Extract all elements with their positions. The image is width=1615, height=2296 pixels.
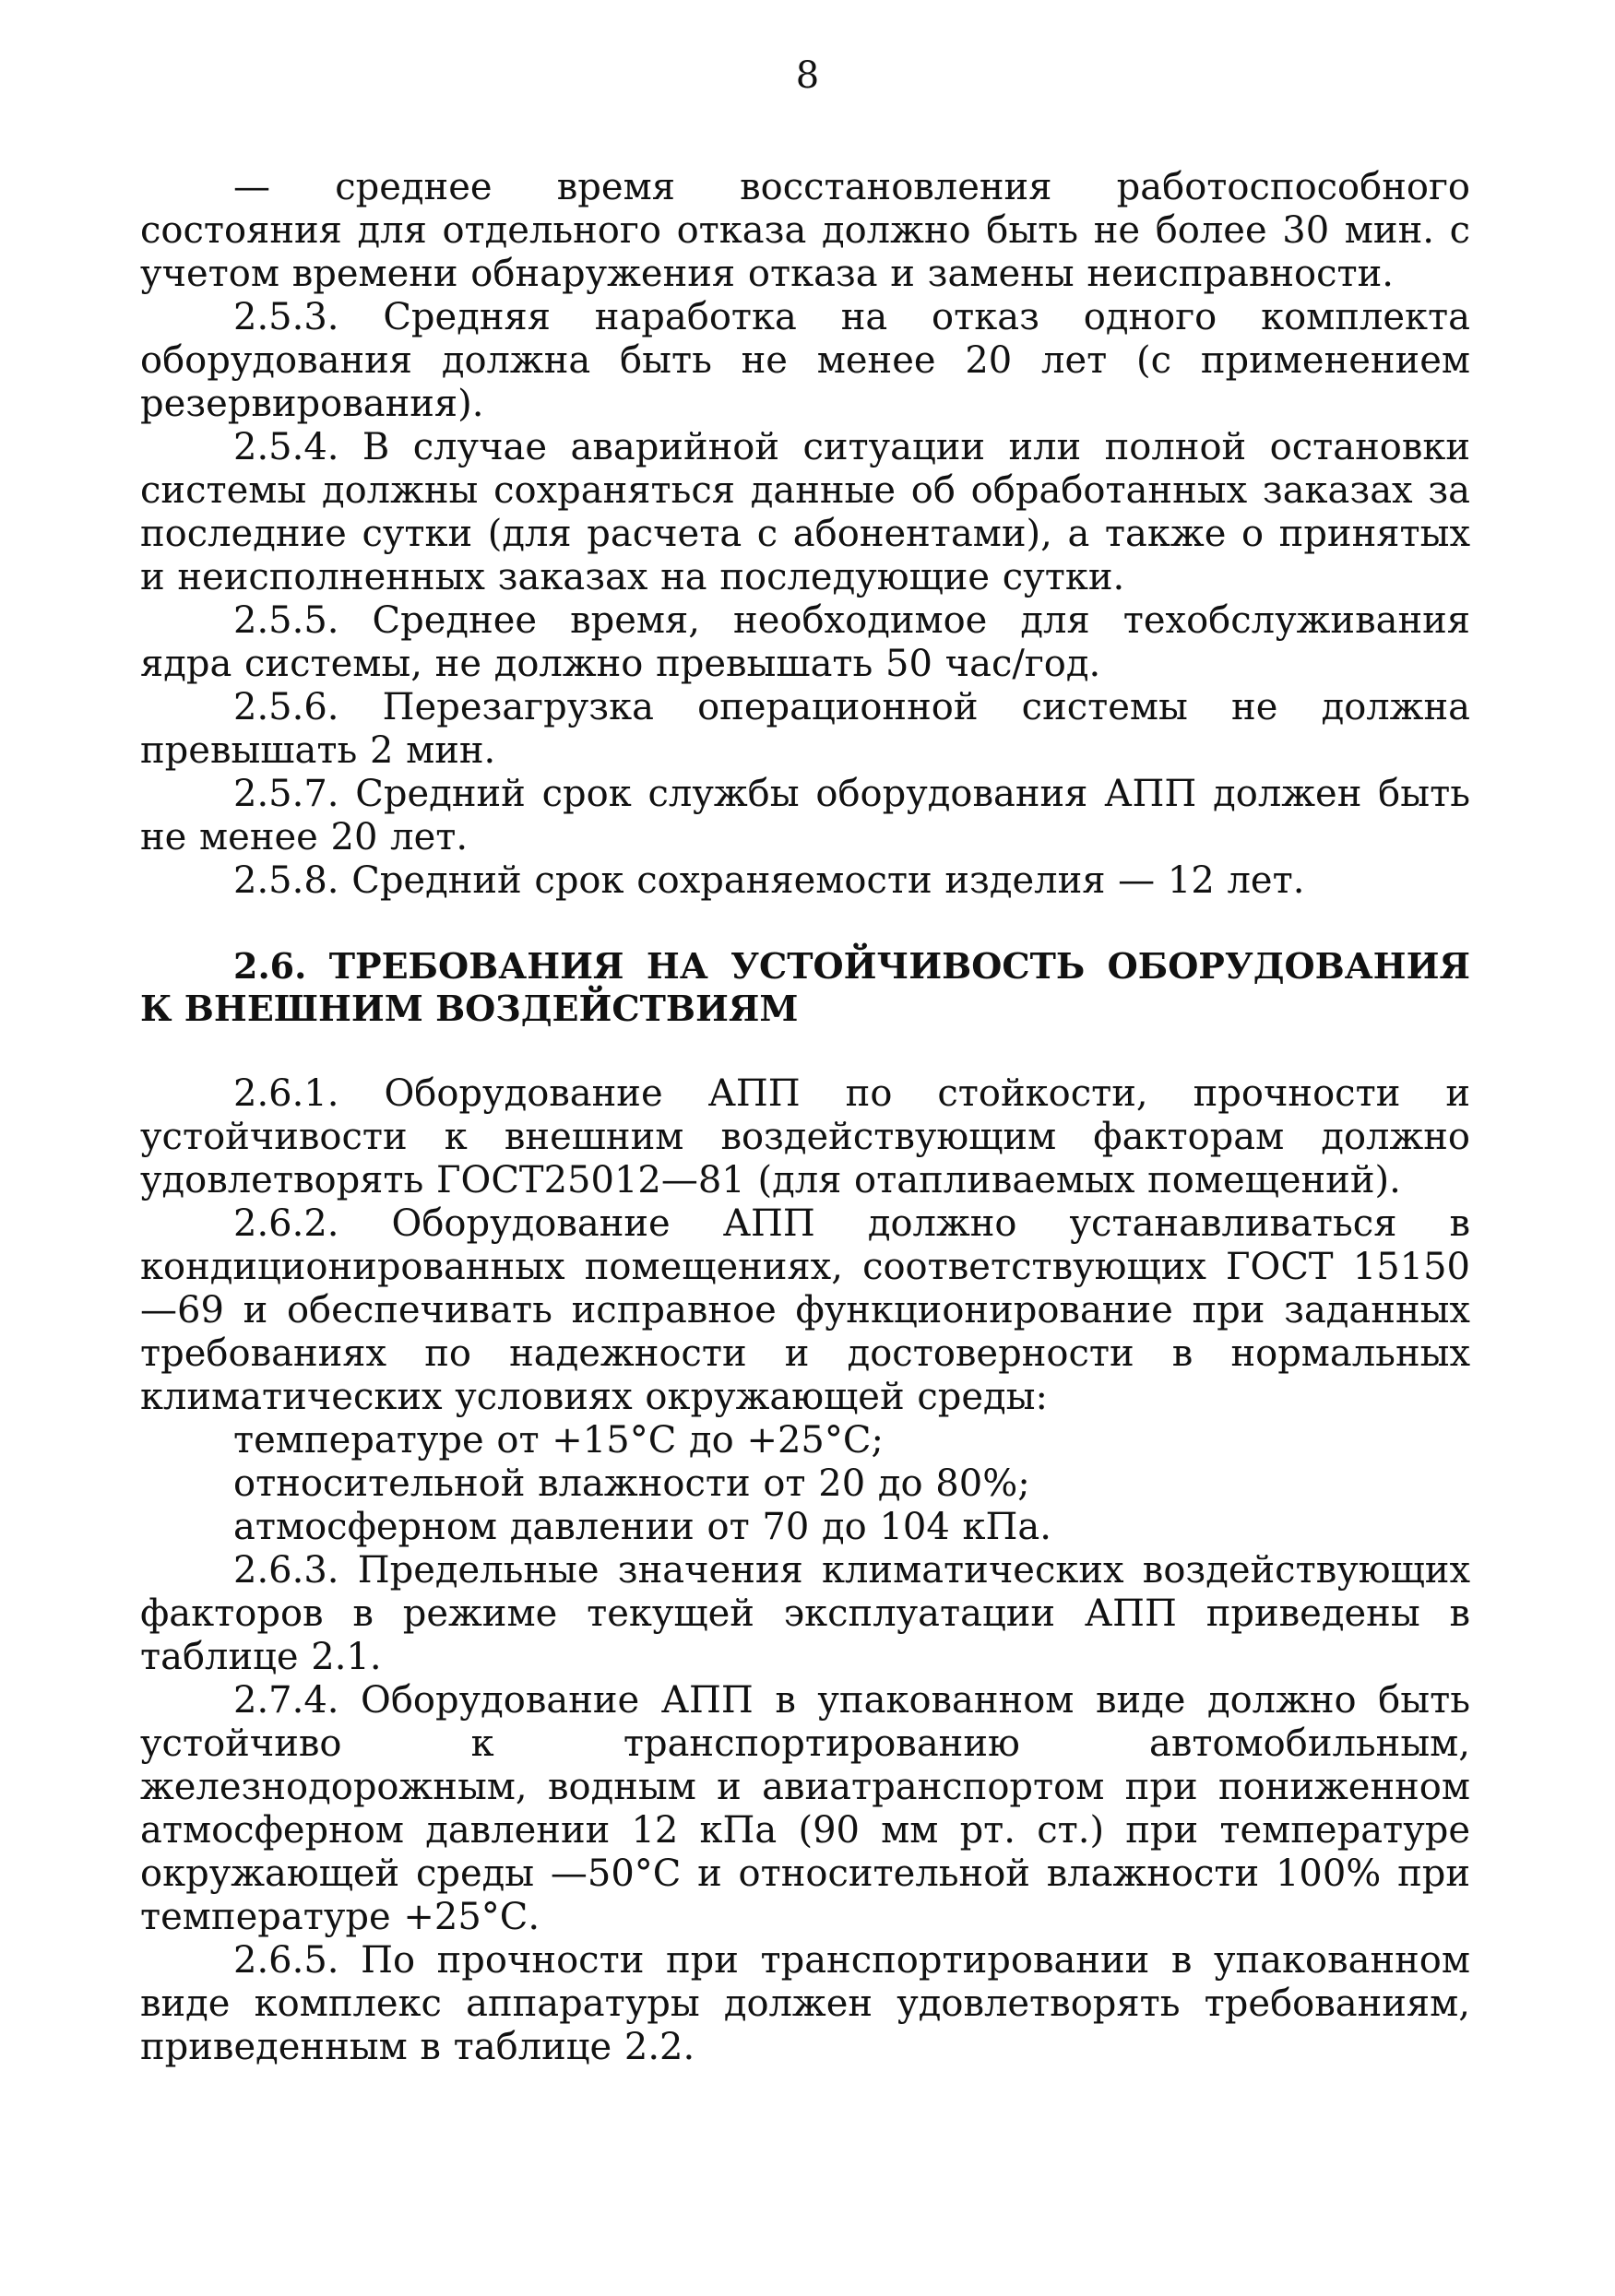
paragraph-2-7-4: 2.7.4. Оборудование АПП в упакованном виде должно быть устойчиво к транспортированию автомобильным, железнодорожным, водным и авиатранспортом при пониженном атмосферном давлении 12 кПа (90 мм рт. ст.) при температуре окружающей среды —50°С и относительной влажности 100% при температуре +25°С. xyxy=(140,1679,1470,1938)
paragraph-2-6-5: 2.6.5. По прочности при транспортировании в упакованном виде комплекс аппаратуры должен удовлетворять требованиям, приведенным в таблице 2.2. xyxy=(140,1939,1470,2068)
document-body xyxy=(140,166,1470,2069)
paragraph-2-6-1: 2.6.1. Оборудование АПП по стойкости, прочности и устойчивости к внешним воздействующим факторам должно удовлетворять ГОСТ25012—81 (для отапливаемых помещений). xyxy=(140,1072,1470,1201)
paragraph-2-5-4: 2.5.4. В случае аварийной ситуации или полной остановки системы должны сохраняться данные об обработанных заказах за последние сутки (для расчета с абонентами), а также о принятых и неисполненных заказах на последующие сутки. xyxy=(140,426,1470,598)
condition-temperature: температуре от +15°С до +25°С; xyxy=(233,1419,884,1462)
paragraph-2-5-7: 2.5.7. Средний срок службы оборудования АПП должен быть не менее 20 лет. xyxy=(140,773,1470,858)
paragraph-2-5-5: 2.5.5. Среднее время, необходимое для техобслуживания ядра системы, не должно превышать 50 час/год. xyxy=(140,599,1470,685)
paragraph-2-6-2: 2.6.2. Оборудование АПП должно устанавливаться в кондиционированных помещениях, соответствующих ГОСТ 15150—69 и обеспечивать исправное функционирование при заданных требованиях по надежности и достоверности в нормальных климатических условиях окружающей среды: xyxy=(140,1202,1470,1418)
paragraph-2-6-3: 2.6.3. Предельные значения климатических воздействующих факторов в режиме текущей эксплуатации АПП приведены в таблице 2.1. xyxy=(140,1549,1470,1678)
condition-pressure: атмосферном давлении от 70 до 104 кПа. xyxy=(233,1506,1051,1548)
paragraph-2-5-8: 2.5.8. Средний срок сохраняемости изделия — 12 лет. xyxy=(233,859,1305,902)
paragraph-2-5-3: 2.5.3. Средняя наработка на отказ одного комплекта оборудования должна быть не менее 20 лет (с применением резервирования). xyxy=(140,296,1470,425)
condition-humidity: относительной влажности от 20 до 80%; xyxy=(233,1462,1030,1505)
page-number: 8 xyxy=(795,54,820,97)
paragraph-recovery-time: — среднее время восстановления работоспособного состояния для отдельного отказа должно быть не более 30 мин. с учетом времени обнаружения отказа и замены неисправности. xyxy=(140,166,1470,295)
section-heading-2-6: 2.6. ТРЕБОВАНИЯ НА УСТОЙЧИВОСТЬ ОБОРУДОВАНИЯ К ВНЕШНИМ ВОЗДЕЙСТВИЯМ xyxy=(140,945,1470,1029)
paragraph-2-5-6: 2.5.6. Перезагрузка операционной системы не должна превышать 2 мин. xyxy=(140,686,1470,772)
